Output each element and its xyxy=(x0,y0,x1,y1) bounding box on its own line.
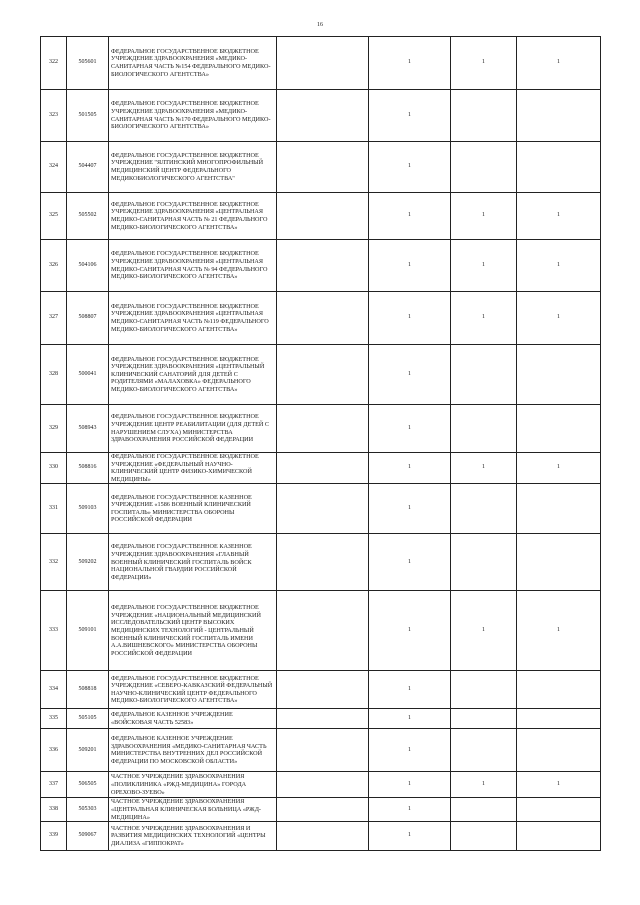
mark-col-3 xyxy=(451,709,517,729)
mark-col-1 xyxy=(277,591,369,671)
mark-col-2: 1 xyxy=(369,729,451,772)
row-code: 505303 xyxy=(67,798,109,822)
mark-col-3 xyxy=(451,729,517,772)
row-code: 501505 xyxy=(67,90,109,142)
mark-col-1 xyxy=(277,142,369,193)
mark-col-1 xyxy=(277,484,369,534)
organization-name: ФЕДЕРАЛЬНОЕ КАЗЕННОЕ УЧРЕЖДЕНИЕ ЗДРАВООХРАНЕНИЯ «МЕДИКО-САНИТАРНАЯ ЧАСТЬ МИНИСТЕРСТВА ВНУТРЕННИХ ДЕЛ РОССИЙСКОЙ ФЕДЕРАЦИИ ПО МОСКОВСКОЙ ОБЛАСТИ» xyxy=(109,729,277,772)
mark-col-1 xyxy=(277,772,369,798)
row-code: 505502 xyxy=(67,193,109,240)
organization-name: ФЕДЕРАЛЬНОЕ ГОСУДАРСТВЕННОЕ БЮДЖЕТНОЕ УЧРЕЖДЕНИЕ «ФЕДЕРАЛЬНЫЙ НАУЧНО-КЛИНИЧЕСКИЙ ЦЕНТР ФИЗИКО-ХИМИЧЕСКОЙ МЕДИЦИНЫ» xyxy=(109,453,277,484)
organization-name: ФЕДЕРАЛЬНОЕ ГОСУДАРСТВЕННОЕ БЮДЖЕТНОЕ УЧРЕЖДЕНИЕ "ЯЛТИНСКИЙ МНОГОПРОФИЛЬНЫЙ МЕДИЦИНСКИЙ ЦЕНТР ФЕДЕРАЛЬНОГО МЕДИКОБИОЛОГИЧЕСКОГО АГЕНТСТВА" xyxy=(109,142,277,193)
table-row xyxy=(41,37,601,90)
mark-col-2: 1 xyxy=(369,453,451,484)
mark-col-4 xyxy=(517,345,601,405)
row-number: 324 xyxy=(41,142,67,193)
mark-col-3: 1 xyxy=(451,453,517,484)
row-code: 508807 xyxy=(67,292,109,345)
organization-name: ФЕДЕРАЛЬНОЕ ГОСУДАРСТВЕННОЕ БЮДЖЕТНОЕ УЧРЕЖДЕНИЕ ЗДРАВООХРАНЕНИЯ «МЕДИКО-САНИТАРНАЯ ЧАСТЬ №170 ФЕДЕРАЛЬНОГО МЕДИКО-БИОЛОГИЧЕСКОГО АГЕНТСТВА» xyxy=(109,90,277,142)
table-row xyxy=(41,534,601,591)
row-number: 322 xyxy=(41,37,67,90)
organization-name: ФЕДЕРАЛЬНОЕ ГОСУДАРСТВЕННОЕ КАЗЕННОЕ УЧРЕЖДЕНИЕ «1586 ВОЕННЫЙ КЛИНИЧЕСКИЙ ГОСПИТАЛЬ» МИНИСТЕРСТВА ОБОРОНЫ РОССИЙСКОЙ ФЕДЕРАЦИИ xyxy=(109,484,277,534)
row-number: 336 xyxy=(41,729,67,772)
mark-col-2: 1 xyxy=(369,405,451,453)
row-number: 333 xyxy=(41,591,67,671)
organizations-table xyxy=(40,36,601,851)
row-number: 326 xyxy=(41,240,67,292)
row-number: 334 xyxy=(41,671,67,709)
organization-name: ФЕДЕРАЛЬНОЕ ГОСУДАРСТВЕННОЕ БЮДЖЕТНОЕ УЧРЕЖДЕНИЕ ЗДРАВООХРАНЕНИЯ «ЦЕНТРАЛЬНАЯ МЕДИКО-САНИТАРНАЯ ЧАСТЬ № 94 ФЕДЕРАЛЬНОГО МЕДИКО-БИОЛОГИЧЕСКОГО АГЕНТСТВА» xyxy=(109,240,277,292)
mark-col-4: 1 xyxy=(517,453,601,484)
organization-name: ФЕДЕРАЛЬНОЕ ГОСУДАРСТВЕННОЕ БЮДЖЕТНОЕ УЧРЕЖДЕНИЕ ЦЕНТР РЕАБИЛИТАЦИИ (ДЛЯ ДЕТЕЙ С НАРУШЕНИЕМ СЛУХА) МИНИСТЕРСТВА ЗДРАВООХРАНЕНИЯ РОССИЙСКОЙ ФЕДЕРАЦИИ xyxy=(109,405,277,453)
mark-col-1 xyxy=(277,193,369,240)
organization-name: ФЕДЕРАЛЬНОЕ ГОСУДАРСТВЕННОЕ БЮДЖЕТНОЕ УЧРЕЖДЕНИЕ ЗДРАВООХРАНЕНИЯ «ЦЕНТРАЛЬНАЯ МЕДИКО-САНИТАРНАЯ ЧАСТЬ № 21 ФЕДЕРАЛЬНОГО МЕДИКО-БИОЛОГИЧЕСКОГО АГЕНТСТВА» xyxy=(109,193,277,240)
mark-col-3 xyxy=(451,671,517,709)
table-row xyxy=(41,729,601,772)
mark-col-1 xyxy=(277,405,369,453)
mark-col-4: 1 xyxy=(517,240,601,292)
mark-col-1 xyxy=(277,709,369,729)
mark-col-1 xyxy=(277,822,369,851)
table-row xyxy=(41,240,601,292)
mark-col-4: 1 xyxy=(517,193,601,240)
mark-col-2: 1 xyxy=(369,591,451,671)
mark-col-3 xyxy=(451,822,517,851)
mark-col-3 xyxy=(451,534,517,591)
row-number: 330 xyxy=(41,453,67,484)
organization-name: ФЕДЕРАЛЬНОЕ ГОСУДАРСТВЕННОЕ БЮДЖЕТНОЕ УЧРЕЖДЕНИЕ «НАЦИОНАЛЬНЫЙ МЕДИЦИНСКИЙ ИССЛЕДОВАТЕЛЬСКИЙ ЦЕНТР ВЫСОКИХ МЕДИЦИНСКИХ ТЕХНОЛОГИЙ - ЦЕНТРАЛЬНЫЙ ВОЕННЫЙ КЛИНИЧЕСКИЙ ГОСПИТАЛЬ ИМЕНИ А.А.ВИШНЕВСКОГО» МИНИСТЕРСТВА ОБОРОНЫ РОССИЙСКОЙ ФЕДЕРАЦИИ xyxy=(109,591,277,671)
row-code: 509067 xyxy=(67,822,109,851)
mark-col-3: 1 xyxy=(451,292,517,345)
row-number: 328 xyxy=(41,345,67,405)
mark-col-3: 1 xyxy=(451,193,517,240)
row-code: 508816 xyxy=(67,453,109,484)
table-row xyxy=(41,142,601,193)
mark-col-2: 1 xyxy=(369,37,451,90)
mark-col-2: 1 xyxy=(369,345,451,405)
mark-col-3 xyxy=(451,798,517,822)
row-number: 339 xyxy=(41,822,67,851)
table-row xyxy=(41,193,601,240)
organization-name: ФЕДЕРАЛЬНОЕ КАЗЕННОЕ УЧРЕЖДЕНИЕ «ВОЙСКОВАЯ ЧАСТЬ 52583» xyxy=(109,709,277,729)
mark-col-4: 1 xyxy=(517,292,601,345)
table-row xyxy=(41,772,601,798)
mark-col-3: 1 xyxy=(451,772,517,798)
table-row xyxy=(41,345,601,405)
mark-col-4 xyxy=(517,709,601,729)
mark-col-2: 1 xyxy=(369,193,451,240)
organization-name: ФЕДЕРАЛЬНОЕ ГОСУДАРСТВЕННОЕ БЮДЖЕТНОЕ УЧРЕЖДЕНИЕ ЗДРАВООХРАНЕНИЯ «МЕДИКО-САНИТАРНАЯ ЧАСТЬ №154 ФЕДЕРАЛЬНОГО МЕДИКО-БИОЛОГИЧЕСКОГО АГЕНТСТВА» xyxy=(109,37,277,90)
organization-name: ФЕДЕРАЛЬНОЕ ГОСУДАРСТВЕННОЕ БЮДЖЕТНОЕ УЧРЕЖДЕНИЕ «СЕВЕРО-КАВКАЗСКИЙ ФЕДЕРАЛЬНЫЙ НАУЧНО-КЛИНИЧЕСКИЙ ЦЕНТР ФЕДЕРАЛЬНОГО МЕДИКО-БИОЛОГИЧЕСКОГО АГЕНТСТВА» xyxy=(109,671,277,709)
mark-col-4: 1 xyxy=(517,591,601,671)
mark-col-2: 1 xyxy=(369,90,451,142)
organization-name: ФЕДЕРАЛЬНОЕ ГОСУДАРСТВЕННОЕ БЮДЖЕТНОЕ УЧРЕЖДЕНИЕ ЗДРАВООХРАНЕНИЯ «ЦЕНТРАЛЬНАЯ МЕДИКО-САНИТАРНАЯ ЧАСТЬ №119 ФЕДЕРАЛЬНОГО МЕДИКО-БИОЛОГИЧЕСКОГО АГЕНТСТВА» xyxy=(109,292,277,345)
table-body xyxy=(41,37,601,851)
row-code: 508818 xyxy=(67,671,109,709)
row-code: 509103 xyxy=(67,484,109,534)
mark-col-4 xyxy=(517,822,601,851)
table-row xyxy=(41,709,601,729)
table-row xyxy=(41,484,601,534)
row-number: 329 xyxy=(41,405,67,453)
mark-col-4: 1 xyxy=(517,37,601,90)
table-row xyxy=(41,405,601,453)
mark-col-2: 1 xyxy=(369,534,451,591)
table-row xyxy=(41,453,601,484)
row-number: 327 xyxy=(41,292,67,345)
row-number: 335 xyxy=(41,709,67,729)
mark-col-4 xyxy=(517,405,601,453)
organization-name: ФЕДЕРАЛЬНОЕ ГОСУДАРСТВЕННОЕ КАЗЕННОЕ УЧРЕЖДЕНИЕ ЗДРАВООХРАНЕНИЯ «ГЛАВНЫЙ ВОЕННЫЙ КЛИНИЧЕСКИЙ ГОСПИТАЛЬ ВОЙСК НАЦИОНАЛЬНОЙ ГВАРДИИ РОССИЙСКОЙ ФЕДЕРАЦИИ» xyxy=(109,534,277,591)
table-row xyxy=(41,798,601,822)
row-code: 508943 xyxy=(67,405,109,453)
table-row xyxy=(41,591,601,671)
row-number: 337 xyxy=(41,772,67,798)
mark-col-1 xyxy=(277,292,369,345)
row-code: 506505 xyxy=(67,772,109,798)
mark-col-1 xyxy=(277,798,369,822)
mark-col-1 xyxy=(277,37,369,90)
table-row xyxy=(41,90,601,142)
mark-col-3 xyxy=(451,484,517,534)
row-code: 504407 xyxy=(67,142,109,193)
table-row xyxy=(41,671,601,709)
row-number: 338 xyxy=(41,798,67,822)
mark-col-4 xyxy=(517,90,601,142)
mark-col-2: 1 xyxy=(369,772,451,798)
page-number: 16 xyxy=(317,22,323,28)
mark-col-4 xyxy=(517,534,601,591)
mark-col-4: 1 xyxy=(517,772,601,798)
mark-col-2: 1 xyxy=(369,142,451,193)
mark-col-2: 1 xyxy=(369,484,451,534)
row-code: 505601 xyxy=(67,37,109,90)
mark-col-4 xyxy=(517,142,601,193)
mark-col-2: 1 xyxy=(369,798,451,822)
mark-col-4 xyxy=(517,798,601,822)
mark-col-3 xyxy=(451,345,517,405)
mark-col-3 xyxy=(451,142,517,193)
table-row xyxy=(41,292,601,345)
row-number: 325 xyxy=(41,193,67,240)
table-row xyxy=(41,822,601,851)
mark-col-1 xyxy=(277,345,369,405)
mark-col-1 xyxy=(277,240,369,292)
mark-col-1 xyxy=(277,729,369,772)
mark-col-4 xyxy=(517,484,601,534)
organization-name: ФЕДЕРАЛЬНОЕ ГОСУДАРСТВЕННОЕ БЮДЖЕТНОЕ УЧРЕЖДЕНИЕ ЗДРАВООХРАНЕНИЯ «ЦЕНТРАЛЬНЫЙ КЛИНИЧЕСКИЙ САНАТОРИЙ ДЛЯ ДЕТЕЙ С РОДИТЕЛЯМИ «МАЛАХОВКА» ФЕДЕРАЛЬНОГО МЕДИКО-БИОЛОГИЧЕСКОГО АГЕНТСТВА» xyxy=(109,345,277,405)
row-number: 331 xyxy=(41,484,67,534)
organization-name: ЧАСТНОЕ УЧРЕЖДЕНИЕ ЗДРАВООХРАНЕНИЯ И РАЗВИТИЯ МЕДИЦИНСКИХ ТЕХНОЛОГИЙ «ЦЕНТРЫ ДИАЛИЗА «ГИППОКРАТ» xyxy=(109,822,277,851)
mark-col-3 xyxy=(451,405,517,453)
row-code: 509101 xyxy=(67,591,109,671)
row-code: 504106 xyxy=(67,240,109,292)
row-number: 323 xyxy=(41,90,67,142)
row-code: 509201 xyxy=(67,729,109,772)
row-code: 509202 xyxy=(67,534,109,591)
mark-col-3 xyxy=(451,90,517,142)
mark-col-4 xyxy=(517,729,601,772)
organization-name: ЧАСТНОЕ УЧРЕЖДЕНИЕ ЗДРАВООХРАНЕНИЯ «ПОЛИКЛИНИКА «РЖД-МЕДИЦИНА» ГОРОДА ОРЕХОВО-ЗУЕВО» xyxy=(109,772,277,798)
mark-col-2: 1 xyxy=(369,292,451,345)
mark-col-3: 1 xyxy=(451,240,517,292)
row-number: 332 xyxy=(41,534,67,591)
mark-col-1 xyxy=(277,534,369,591)
mark-col-2: 1 xyxy=(369,240,451,292)
mark-col-3: 1 xyxy=(451,591,517,671)
mark-col-2: 1 xyxy=(369,671,451,709)
organization-name: ЧАСТНОЕ УЧРЕЖДЕНИЕ ЗДРАВООХРАНЕНИЯ «ЦЕНТРАЛЬНАЯ КЛИНИЧЕСКАЯ БОЛЬНИЦА «РЖД-МЕДИЦИНА» xyxy=(109,798,277,822)
mark-col-1 xyxy=(277,671,369,709)
mark-col-2: 1 xyxy=(369,709,451,729)
mark-col-4 xyxy=(517,671,601,709)
mark-col-1 xyxy=(277,453,369,484)
mark-col-2: 1 xyxy=(369,822,451,851)
row-code: 500041 xyxy=(67,345,109,405)
row-code: 505105 xyxy=(67,709,109,729)
mark-col-3: 1 xyxy=(451,37,517,90)
mark-col-1 xyxy=(277,90,369,142)
